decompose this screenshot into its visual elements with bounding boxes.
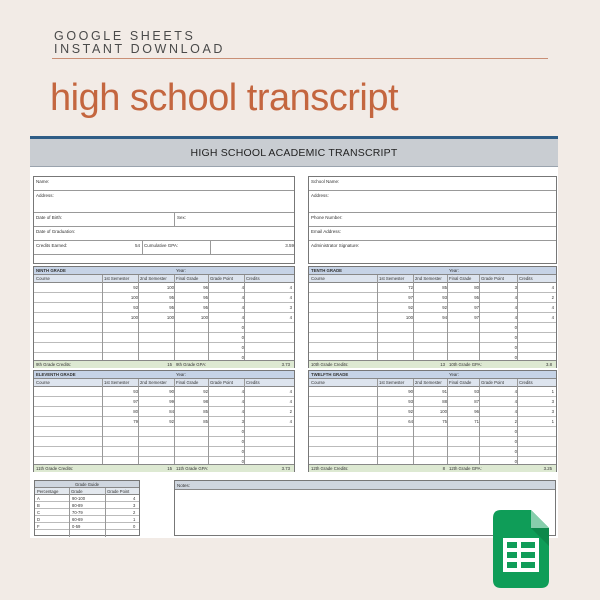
grade-cell: 0 bbox=[514, 335, 517, 340]
column-header: Grade Point bbox=[481, 276, 504, 281]
grade-cell: 4 bbox=[241, 295, 244, 300]
grade-credits-value: 15 bbox=[167, 362, 172, 367]
grade-cell: 4 bbox=[289, 285, 292, 290]
grade-cell: 94 bbox=[442, 315, 447, 320]
column-header: 2nd Semester bbox=[415, 276, 442, 281]
grade-header bbox=[309, 371, 556, 379]
student-grad-row bbox=[34, 227, 294, 241]
grade-cell: 100 bbox=[130, 295, 138, 300]
grade-cell: 100 bbox=[166, 285, 174, 290]
column-header: 1st Semester bbox=[104, 380, 130, 385]
grade-cell: 100 bbox=[166, 315, 174, 320]
grade-cell: 3 bbox=[241, 419, 244, 424]
grade-cell: 2 bbox=[551, 295, 554, 300]
course-row[interactable] bbox=[309, 293, 556, 303]
column-header: Credits bbox=[519, 276, 533, 281]
guide-point: 4 bbox=[133, 496, 136, 501]
credits-earned-label: Credits Earned: bbox=[36, 243, 68, 248]
grade-cell: 96 bbox=[203, 285, 208, 290]
course-row[interactable] bbox=[309, 407, 556, 417]
grade-cell: 84 bbox=[169, 409, 174, 414]
grade-cell: 100 bbox=[130, 315, 138, 320]
column-header: Credits bbox=[519, 380, 533, 385]
grade-cell: 0 bbox=[514, 459, 517, 464]
grade-credits-label: 11th Grade Credits: bbox=[36, 466, 74, 471]
grade-cell: 3 bbox=[289, 305, 292, 310]
grade-cell: 97 bbox=[408, 295, 413, 300]
grade-cell: 87 bbox=[474, 399, 479, 404]
cumulative-gpa-label: Cumulative GPA: bbox=[144, 243, 179, 248]
grade-credits-value: 13 bbox=[440, 362, 445, 367]
guide-letter: C bbox=[37, 510, 41, 515]
school-admin-row bbox=[309, 241, 556, 264]
grade-cell: 85 bbox=[203, 409, 208, 414]
grade-cell: 4 bbox=[551, 285, 554, 290]
course-row[interactable] bbox=[309, 437, 556, 447]
grade-credits-label: 9th Grade Credits: bbox=[36, 362, 72, 367]
grade-cell: 92 bbox=[203, 389, 208, 394]
column-header: Course bbox=[36, 276, 50, 281]
course-row[interactable] bbox=[34, 397, 294, 407]
grade-cell: 3 bbox=[514, 285, 517, 290]
grade-gpa-value: 3.73 bbox=[281, 362, 290, 367]
grade-cell: 0 bbox=[514, 325, 517, 330]
grade-table bbox=[33, 266, 295, 368]
grade-cell: 93 bbox=[408, 399, 413, 404]
course-row[interactable] bbox=[309, 387, 556, 397]
guide-range: 0-59 bbox=[72, 524, 81, 529]
grade-cell: 0 bbox=[241, 429, 244, 434]
guide-point: 3 bbox=[133, 503, 136, 508]
guide-letter: F bbox=[37, 524, 40, 529]
grade-cell: 79 bbox=[133, 419, 138, 424]
grade-cell: 96 bbox=[474, 409, 479, 414]
grade-cell: 0 bbox=[514, 355, 517, 360]
grade-cell: 3 bbox=[551, 399, 554, 404]
grade-table bbox=[308, 370, 557, 472]
student-dob-label: Date of Birth: bbox=[36, 215, 63, 220]
grade-cell: 0 bbox=[241, 459, 244, 464]
grade-name: NINTH GRADE bbox=[36, 268, 66, 273]
guide-range: 60-69 bbox=[72, 517, 83, 522]
grade-cell: 4 bbox=[514, 315, 517, 320]
guide-col-grade-point: Grade Point bbox=[107, 489, 130, 494]
grade-cell: 0 bbox=[514, 429, 517, 434]
header-line1: GOOGLE SHEETS bbox=[54, 29, 196, 43]
grade-cell: 4 bbox=[241, 389, 244, 394]
grade-cell: 4 bbox=[289, 419, 292, 424]
grade-cell: 97 bbox=[133, 399, 138, 404]
grade-cell: 95 bbox=[203, 305, 208, 310]
column-header: 2nd Semester bbox=[415, 380, 442, 385]
grade-table bbox=[308, 266, 557, 368]
column-header: Course bbox=[311, 276, 325, 281]
grade-cell: 0 bbox=[241, 325, 244, 330]
grade-cell: 100 bbox=[439, 409, 447, 414]
grade-cell: 0 bbox=[514, 439, 517, 444]
grade-header bbox=[309, 267, 556, 275]
grade-table bbox=[33, 370, 295, 472]
guide-row bbox=[35, 502, 139, 509]
google-sheets-icon bbox=[493, 510, 549, 588]
grade-footer bbox=[309, 464, 556, 472]
grade-cell: 93 bbox=[133, 389, 138, 394]
grade-cell: 4 bbox=[241, 305, 244, 310]
grade-cell: 95 bbox=[169, 305, 174, 310]
column-header: Final Grade bbox=[449, 276, 472, 281]
grade-cell: 92 bbox=[169, 419, 174, 424]
student-grad-label: Date of Graduation: bbox=[36, 229, 76, 234]
column-header: Final Grade bbox=[176, 380, 199, 385]
grade-cell: 92 bbox=[408, 409, 413, 414]
grade-gpa-label: 9th Grade GPA: bbox=[176, 362, 207, 367]
spreadsheet-preview bbox=[30, 136, 558, 538]
header-line2: INSTANT DOWNLOAD bbox=[54, 42, 226, 56]
column-header: Course bbox=[311, 380, 325, 385]
school-name-row bbox=[309, 177, 556, 191]
header-subtitle bbox=[54, 30, 225, 56]
year-label: Year: bbox=[449, 268, 459, 273]
student-address-label: Address: bbox=[36, 193, 54, 198]
student-name-row bbox=[34, 177, 294, 191]
course-row[interactable] bbox=[309, 427, 556, 437]
grade-cell: 64 bbox=[408, 419, 413, 424]
grade-cell: 92 bbox=[442, 305, 447, 310]
grade-credits-label: 10th Grade Credits: bbox=[311, 362, 349, 367]
grade-cell: 2 bbox=[514, 419, 517, 424]
grade-cell: 2 bbox=[289, 409, 292, 414]
grade-guide bbox=[34, 480, 140, 536]
grade-gpa-label: 10th Grade GPA: bbox=[449, 362, 482, 367]
grade-cell: 4 bbox=[551, 315, 554, 320]
grade-cell: 85 bbox=[442, 285, 447, 290]
grade-cell: 3 bbox=[551, 409, 554, 414]
school-email-row bbox=[309, 227, 556, 241]
school-address-label: Address: bbox=[311, 193, 329, 198]
grade-cell: 97 bbox=[474, 305, 479, 310]
grade-cell: 4 bbox=[551, 305, 554, 310]
course-row[interactable] bbox=[34, 407, 294, 417]
guide-row bbox=[35, 509, 139, 516]
grade-cell: 0 bbox=[241, 439, 244, 444]
school-info-box bbox=[308, 176, 557, 264]
guide-letter: D bbox=[37, 517, 41, 522]
grade-columns bbox=[309, 275, 556, 283]
guide-col-percentage: Percentage bbox=[37, 489, 59, 494]
grade-cell: 4 bbox=[514, 305, 517, 310]
column-header: Grade Point bbox=[481, 380, 504, 385]
grade-cell: 93 bbox=[474, 389, 479, 394]
grade-cell: 4 bbox=[241, 409, 244, 414]
grade-columns bbox=[34, 275, 294, 283]
year-label: Year: bbox=[176, 372, 186, 377]
grade-header bbox=[34, 371, 294, 379]
grade-footer bbox=[309, 360, 556, 368]
column-header: Grade Point bbox=[210, 276, 233, 281]
course-row[interactable] bbox=[34, 437, 294, 447]
grade-cell: 4 bbox=[514, 399, 517, 404]
course-row[interactable] bbox=[309, 283, 556, 293]
grade-cell: 93 bbox=[442, 295, 447, 300]
grade-credits-value: 15 bbox=[167, 466, 172, 471]
grade-cell: 0 bbox=[514, 345, 517, 350]
grade-cell: 1 bbox=[551, 389, 554, 394]
guide-point: 2 bbox=[133, 510, 136, 515]
column-header: Credits bbox=[246, 276, 260, 281]
grade-cell: 88 bbox=[442, 399, 447, 404]
course-row[interactable] bbox=[34, 323, 294, 333]
grade-cell: 80 bbox=[474, 285, 479, 290]
grade-cell: 100 bbox=[405, 315, 413, 320]
guide-row bbox=[35, 495, 139, 502]
column-header: Credits bbox=[246, 380, 260, 385]
course-row[interactable] bbox=[309, 417, 556, 427]
grade-credits-value: 8 bbox=[442, 466, 445, 471]
course-row[interactable] bbox=[309, 447, 556, 457]
grade-cell: 1 bbox=[551, 419, 554, 424]
student-dob-row bbox=[34, 213, 294, 227]
school-phone-label: Phone Number: bbox=[311, 215, 343, 220]
grade-cell: 75 bbox=[442, 419, 447, 424]
grade-cell: 4 bbox=[289, 389, 292, 394]
school-address-row bbox=[309, 191, 556, 213]
student-info-box bbox=[33, 176, 295, 264]
grade-cell: 0 bbox=[514, 449, 517, 454]
grade-cell: 4 bbox=[514, 409, 517, 414]
grade-name: TWELFTH GRADE bbox=[311, 372, 349, 377]
year-label: Year: bbox=[449, 372, 459, 377]
column-header: 2nd Semester bbox=[140, 276, 167, 281]
guide-point: 0 bbox=[133, 524, 136, 529]
course-row[interactable] bbox=[309, 343, 556, 353]
course-row[interactable] bbox=[309, 303, 556, 313]
grade-cell: 90 bbox=[169, 389, 174, 394]
column-header: 1st Semester bbox=[379, 380, 405, 385]
grade-gpa-value: 3.73 bbox=[281, 466, 290, 471]
student-sex-label: Sex: bbox=[177, 215, 187, 220]
course-row[interactable] bbox=[34, 313, 294, 323]
column-header: Final Grade bbox=[449, 380, 472, 385]
student-credits-row bbox=[34, 241, 294, 255]
grade-cell: 100 bbox=[200, 315, 208, 320]
grade-cell: 99 bbox=[169, 399, 174, 404]
course-row[interactable] bbox=[34, 427, 294, 437]
school-phone-row bbox=[309, 213, 556, 227]
course-row[interactable] bbox=[309, 313, 556, 323]
grade-cell: 92 bbox=[408, 305, 413, 310]
grade-name: ELEVENTH GRADE bbox=[36, 372, 76, 377]
grade-credits-label: 12th Grade Credits: bbox=[311, 466, 349, 471]
guide-range: 80-89 bbox=[72, 503, 83, 508]
grade-cell: 95 bbox=[203, 295, 208, 300]
student-name-label: Name: bbox=[36, 179, 50, 184]
grade-gpa-value: 3.8 bbox=[546, 362, 552, 367]
grade-cell: 72 bbox=[408, 285, 413, 290]
guide-col-grade: Grade bbox=[71, 489, 83, 494]
column-header: 1st Semester bbox=[379, 276, 405, 281]
page-title: high school transcript bbox=[50, 77, 399, 119]
column-header: Course bbox=[36, 380, 50, 385]
column-header: Grade Point bbox=[210, 380, 233, 385]
course-row[interactable] bbox=[34, 343, 294, 353]
course-row[interactable] bbox=[34, 303, 294, 313]
grade-cell: 4 bbox=[514, 389, 517, 394]
grade-cell: 97 bbox=[474, 315, 479, 320]
course-row[interactable] bbox=[309, 323, 556, 333]
guide-range: 70-79 bbox=[72, 510, 83, 515]
grade-columns bbox=[309, 379, 556, 387]
column-header: Final Grade bbox=[176, 276, 199, 281]
grade-cell: 80 bbox=[133, 409, 138, 414]
course-row[interactable] bbox=[34, 387, 294, 397]
column-header: 1st Semester bbox=[104, 276, 130, 281]
notes-label: Notes: bbox=[175, 481, 555, 490]
school-name-label: School Name: bbox=[311, 179, 340, 184]
header-divider bbox=[52, 58, 548, 59]
guide-range: 90-100 bbox=[72, 496, 86, 501]
grade-cell: 90 bbox=[408, 389, 413, 394]
grade-cell: 4 bbox=[289, 315, 292, 320]
grade-cell: 4 bbox=[241, 315, 244, 320]
admin-signature-label: Administrator Signature: bbox=[311, 243, 360, 248]
grade-cell: 4 bbox=[241, 399, 244, 404]
year-label: Year: bbox=[176, 268, 186, 273]
grade-cell: 4 bbox=[241, 285, 244, 290]
grade-guide-title: Grade Guide bbox=[35, 481, 139, 488]
grade-cell: 4 bbox=[289, 399, 292, 404]
grade-cell: 0 bbox=[241, 345, 244, 350]
guide-point: 1 bbox=[133, 517, 136, 522]
grade-cell: 71 bbox=[474, 419, 479, 424]
grade-cell: 93 bbox=[133, 305, 138, 310]
course-row[interactable] bbox=[34, 293, 294, 303]
grade-gpa-label: 11th Grade GPA: bbox=[176, 466, 209, 471]
course-row[interactable] bbox=[34, 283, 294, 293]
course-row[interactable] bbox=[34, 447, 294, 457]
grade-cell: 95 bbox=[169, 295, 174, 300]
grade-cell: 4 bbox=[514, 295, 517, 300]
credits-earned-value: 54 bbox=[134, 243, 140, 248]
grade-cell: 95 bbox=[474, 295, 479, 300]
guide-letter: A bbox=[37, 496, 40, 501]
course-row[interactable] bbox=[34, 417, 294, 427]
grade-footer bbox=[34, 360, 294, 368]
course-row[interactable] bbox=[309, 397, 556, 407]
course-row[interactable] bbox=[309, 333, 556, 343]
course-row[interactable] bbox=[34, 333, 294, 343]
grade-cell: 85 bbox=[203, 419, 208, 424]
school-email-label: Email Address: bbox=[311, 229, 342, 234]
guide-row bbox=[35, 516, 139, 523]
grade-cell: 0 bbox=[241, 355, 244, 360]
grade-gpa-value: 3.25 bbox=[543, 466, 552, 471]
grade-cell: 0 bbox=[241, 449, 244, 454]
grade-footer bbox=[34, 464, 294, 472]
grade-name: TENTH GRADE bbox=[311, 268, 343, 273]
cumulative-gpa-value: 3.59 bbox=[285, 243, 294, 248]
grade-cell: 91 bbox=[442, 389, 447, 394]
column-header: 2nd Semester bbox=[140, 380, 167, 385]
grade-cell: 98 bbox=[203, 399, 208, 404]
student-address-row bbox=[34, 191, 294, 213]
guide-row bbox=[35, 523, 139, 530]
grade-cell: 0 bbox=[241, 335, 244, 340]
grade-header bbox=[34, 267, 294, 275]
grade-cell: 92 bbox=[133, 285, 138, 290]
grade-gpa-label: 12th Grade GPA: bbox=[449, 466, 482, 471]
sheet-title: HIGH SCHOOL ACADEMIC TRANSCRIPT bbox=[190, 147, 398, 159]
grade-cell: 4 bbox=[289, 295, 292, 300]
grade-columns bbox=[34, 379, 294, 387]
grade-guide-header bbox=[35, 488, 139, 495]
guide-letter: B bbox=[37, 503, 40, 508]
